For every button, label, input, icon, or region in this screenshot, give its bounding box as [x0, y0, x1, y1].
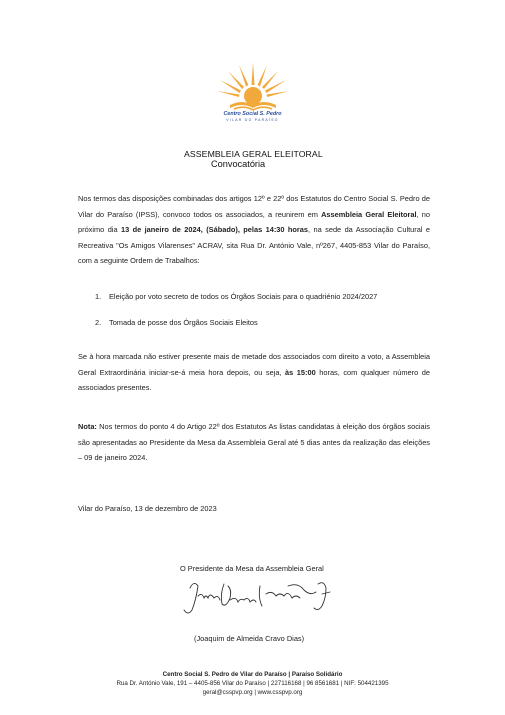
note-text: Nos termos do ponto 4 do Artigo 22º dos Estatutos As listas candidatas à eleição dos órgãos sociais são apresentadas ao Presidente da Mesa da Assembleia Geral até 5 dias antes da realização das eleições – 09 de janeiro 2024.: [78, 422, 430, 462]
signer-name: (Joaquim de Almeida Cravo Dias): [194, 634, 305, 643]
note-label: Nota:: [78, 422, 97, 431]
footer-address-line: Rua Dr. António Vale, 191 – 4405-856 Vilar do Paraíso | 227116168 | 96 8561681 | NIF: 504421395: [116, 680, 389, 687]
p1-text-a: Nos termos das disposições combinadas dos artigos 12º e 22º dos Estatutos do Centro Social S. Pedro de Vilar do Paraíso (IPSS), convoco todos os associados, a reunirem em: [78, 194, 430, 219]
p2-text-a: Se à hora marcada não estiver presente mais de metade dos associados com direito a voto, a Assembleia Geral Extraordinária iniciar-se-á meia hora depois, ou seja,: [78, 352, 430, 377]
agenda-item: [95, 292, 377, 301]
place-date: Vilar do Paraíso, 13 de dezembro de 2023: [78, 504, 217, 513]
convocation-paragraph: [78, 191, 430, 269]
document-title: ASSEMBLEIA GERAL ELEITORAL: [184, 149, 323, 159]
p1-bold-date: 13 de janeiro de 2024, (Sábado), pelas 14:30 horas: [120, 225, 309, 234]
footer-org-line: Centro Social S. Pedro de Vilar do Paraíso | Paraíso Solidário: [162, 671, 343, 678]
quorum-paragraph: [78, 349, 430, 396]
handwritten-signature: [180, 576, 340, 622]
p1-text-c: , no próximo dia: [78, 209, 431, 234]
agenda-item: [95, 318, 258, 327]
president-title: O Presidente da Mesa da Assembleia Geral: [180, 564, 324, 573]
agenda-text: Tomada de posse dos Órgãos Sociais Eleitos: [109, 318, 258, 327]
org-subtitle: VILAR DO PARAÍSO: [226, 118, 279, 122]
agenda-text: Eleição por voto secreto de todos os Órgãos Sociais para o quadriénio 2024/2027: [109, 292, 378, 301]
p2-text-c: horas, com qualquer número de associados presentes.: [78, 367, 430, 392]
note-paragraph: [78, 419, 430, 466]
document-subtitle: Convocatória: [211, 159, 266, 169]
org-name: Centro Social S. Pedro: [223, 111, 282, 117]
agenda-number: 1.: [95, 292, 102, 301]
p1-text-e: , na sede da Associação Cultural e Recreativa "Os Amigos Vilarenses" ACRAV, sita Rua Dr. António Vale, nº267, 4405-853 Vilar do Paraíso, com a seguinte Ordem de Trabalhos:: [78, 225, 430, 265]
footer-contact-line: geral@csspvp.org | www.csspvp.org: [202, 689, 303, 696]
p1-bold-assembly: Assembleia Geral Eleitoral: [321, 209, 417, 219]
p2-bold-time: às 15:00: [285, 367, 316, 377]
agenda-number: 2.: [95, 318, 102, 327]
